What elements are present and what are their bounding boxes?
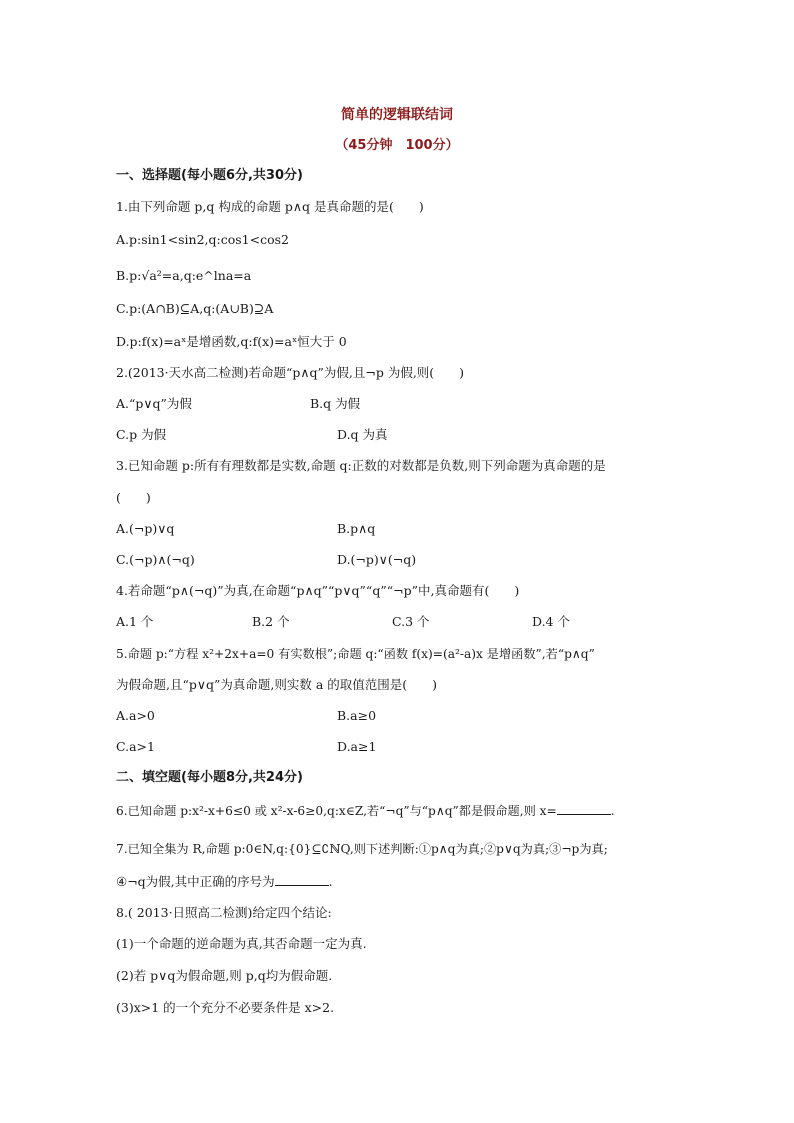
- q3-stem: 3.已知命题 p:所有有理数都是实数,命题 q:正数的对数都是负数,则下列命题为真命题的是: [116, 458, 606, 473]
- q7-end: .: [328, 874, 333, 889]
- q3-paren: ( ): [116, 490, 151, 505]
- q8-conclusion-2: (2)若 p∨q为假命题,则 p,q均为假命题.: [116, 968, 333, 983]
- section-heading-fill: 二、填空题(每小题8分,共24分): [116, 770, 303, 785]
- q5-option-a: A.a>0: [116, 708, 155, 723]
- q5-stem-line1: 5.命题 p:“方程 x²+2x+a=0 有实数根”;命题 q:“函数 f(x)=(a²-a)x 是增函数”,若“p∧q”: [116, 647, 595, 661]
- q4-option-b: B.2 个: [252, 614, 290, 629]
- q3-option-b: B.p∧q: [337, 521, 376, 536]
- q3-option-a: A.(¬p)∨q: [116, 521, 175, 536]
- page-title: 简单的逻辑联结词: [341, 107, 453, 123]
- q2-stem: 2.(2013·天水高二检测)若命题“p∧q”为假,且¬p 为假,则( ): [116, 365, 465, 380]
- q8-conclusion-3: (3)x>1 的一个充分不必要条件是 x>2.: [116, 1000, 335, 1015]
- q1-option-c: C.p:(A∩B)⊆A,q:(A∪B)⊇A: [116, 301, 274, 316]
- q5-stem-line2: 为假命题,且“p∨q”为真命题,则实数 a 的取值范围是( ): [116, 677, 438, 692]
- q5-option-c: C.a>1: [116, 739, 155, 754]
- q5-option-d: D.a≥1: [337, 739, 377, 754]
- q6-end: .: [610, 804, 615, 818]
- q8-conclusion-1: (1)一个命题的逆命题为真,其否命题一定为真.: [116, 936, 367, 951]
- q1-stem: 1.由下列命题 p,q 构成的命题 p∧q 是真命题的是( ): [116, 199, 424, 214]
- q8-stem: 8.( 2013·日照高二检测)给定四个结论:: [116, 905, 332, 920]
- q4-option-d: D.4 个: [532, 614, 570, 629]
- q1-option-a: A.p:sin1<sin2,q:cos1<cos2: [116, 232, 289, 247]
- q2-option-a: A.“p∨q”为假: [116, 396, 192, 411]
- q1-option-b: B.p:√a²=a,q:e^lna=a: [116, 268, 252, 283]
- q4-option-c: C.3 个: [392, 614, 430, 629]
- q3-option-d: D.(¬p)∨(¬q): [337, 552, 417, 567]
- q7-text: ④¬q为假,其中正确的序号为: [116, 874, 275, 889]
- q4-option-a: A.1 个: [116, 614, 154, 629]
- q7-stem-line1: 7.已知全集为 R,命题 p:0∈N,q:{0}⊆∁ℕQ,则下述判断:①p∧q为真;②p∨q为真;③¬p为真;: [116, 842, 608, 856]
- q6-stem: [116, 802, 615, 819]
- q6-answer-blank[interactable]: [557, 802, 611, 815]
- q1-option-d: D.p:f(x)=aˣ是增函数,q:f(x)=aˣ恒大于 0: [116, 334, 347, 349]
- q2-option-c: C.p 为假: [116, 427, 167, 442]
- page-subtitle: （45分钟 100分）: [335, 138, 459, 153]
- q3-option-c: C.(¬p)∧(¬q): [116, 552, 195, 567]
- q2-option-b: B.q 为假: [310, 396, 361, 411]
- q7-stem-line2: [116, 873, 333, 890]
- q4-stem: 4.若命题“p∧(¬q)”为真,在命题“p∧q”“p∨q”“q”“¬p”中,真命题有( ): [116, 583, 520, 598]
- q7-answer-blank[interactable]: [275, 873, 329, 886]
- q2-option-d: D.q 为真: [337, 427, 388, 442]
- q6-text: 6.已知命题 p:x²-x+6≤0 或 x²-x-6≥0,q:x∈Z,若“¬q”与“p∧q”都是假命题,则 x=: [116, 804, 557, 818]
- q5-option-b: B.a≥0: [337, 708, 377, 723]
- section-heading-choice: 一、选择题(每小题6分,共30分): [116, 168, 303, 183]
